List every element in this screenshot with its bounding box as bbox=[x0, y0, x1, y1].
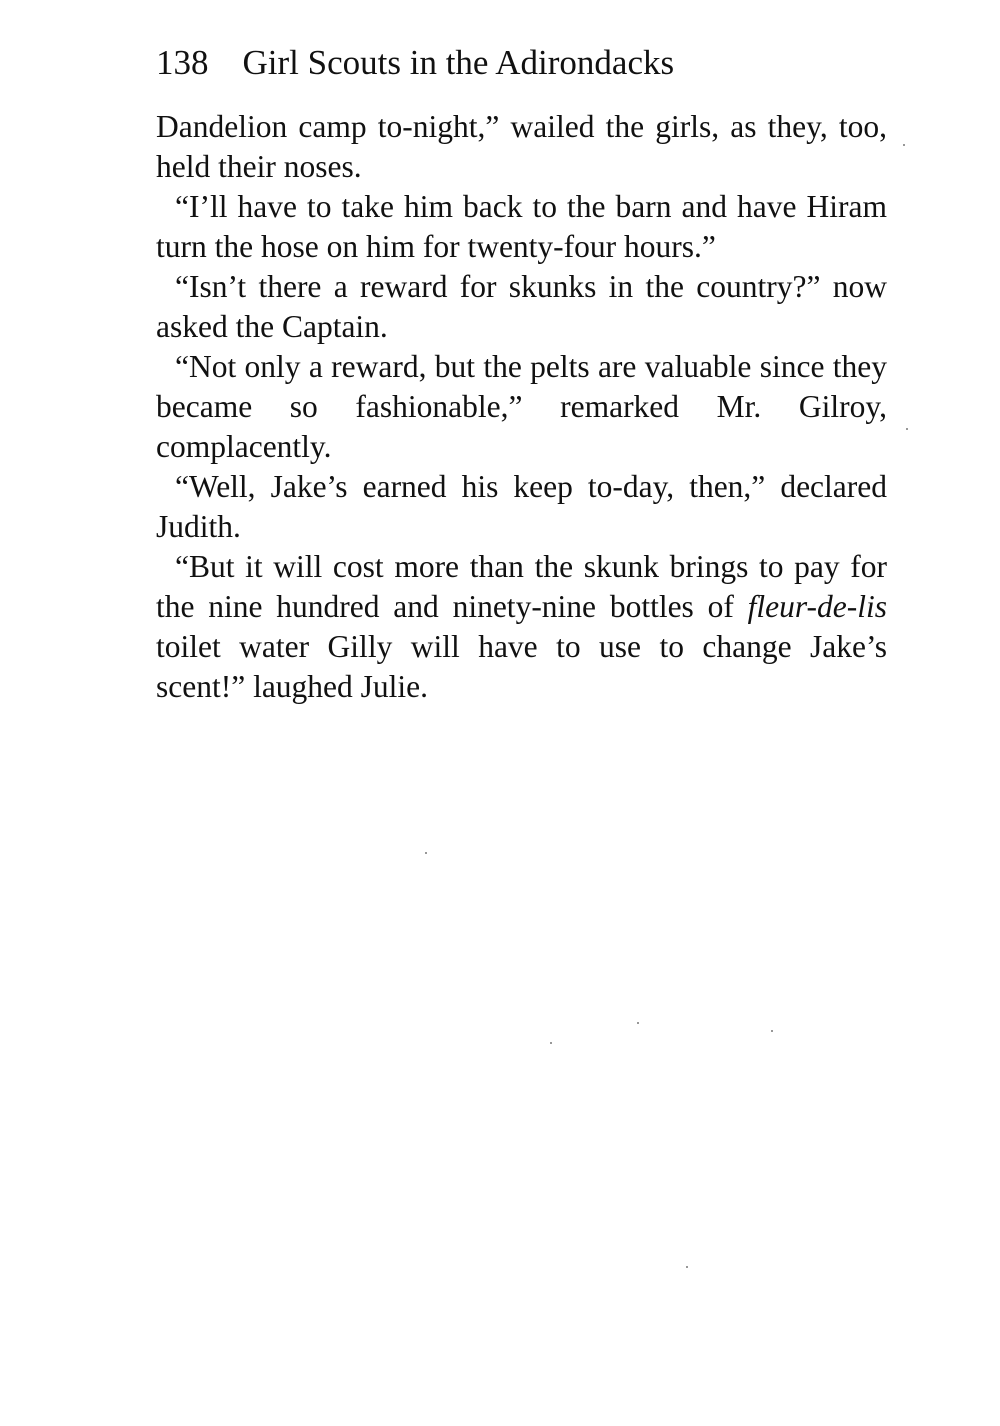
scan-speck bbox=[425, 852, 427, 854]
paragraph-text: “But it will cost more than the skunk brings to pay for the nine hundred and ninety-nine bottles of bbox=[156, 549, 887, 624]
scan-speck bbox=[771, 1030, 773, 1032]
scan-speck bbox=[550, 1042, 552, 1044]
paragraph bbox=[156, 547, 887, 707]
italic-phrase: fleur-de-lis bbox=[747, 589, 887, 624]
book-title: Girl Scouts in the Adirondacks bbox=[242, 43, 675, 82]
paragraph: “Well, Jake’s earned his keep to-day, then,” declared Judith. bbox=[156, 469, 887, 544]
page-number: 138 bbox=[156, 43, 209, 82]
scan-speck bbox=[903, 144, 905, 146]
paragraph: Dandelion camp to-night,” wailed the girls, as they, too, held their noses. bbox=[156, 109, 887, 184]
paragraph: “I’ll have to take him back to the barn and have Hiram turn the hose on him for twenty-four hours.” bbox=[156, 189, 887, 264]
scan-speck bbox=[686, 1266, 688, 1268]
paragraph-text: toilet water Gilly will have to use to change Jake’s scent!” laughed Julie. bbox=[156, 629, 887, 704]
scan-speck bbox=[637, 1022, 639, 1024]
paragraph: “Isn’t there a reward for skunks in the country?” now asked the Captain. bbox=[156, 269, 887, 344]
scan-speck bbox=[906, 428, 908, 430]
body-text bbox=[156, 107, 887, 707]
running-head bbox=[156, 38, 896, 88]
paragraph: “Not only a reward, but the pelts are valuable since they became so fashionable,” remarked Mr. Gilroy, complacently. bbox=[156, 349, 887, 464]
